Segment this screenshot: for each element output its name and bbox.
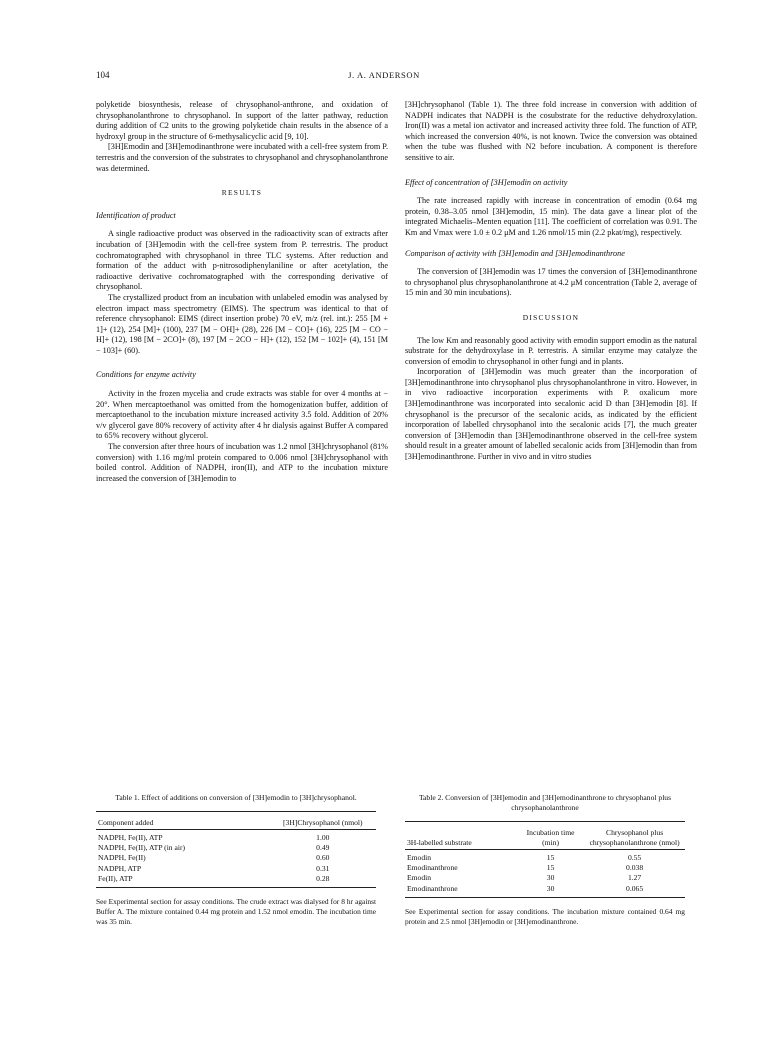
comparison-paragraph: The conversion of [3H]emodin was 17 times the conversion of [3H]emodinanthrone to chrysophanol plus chrysophanolanthrone at 4.2 μM concentration (Table 2, average of 15 min and 30 min incubations). (405, 267, 697, 298)
table-2-header-product: Chrysophanol plus chrysophanolanthrone (nmol) (584, 822, 685, 850)
table-cell: 15 (546, 853, 555, 862)
table-cell: Emodin (407, 873, 432, 883)
table-cell: 0.28 (270, 874, 376, 888)
table-cell: 0.065 (584, 884, 685, 898)
table-row (405, 850, 685, 864)
comparison-subheading: Comparison of activity with [3H]emodin and [3H]emodinanthrone (405, 248, 625, 258)
left-column (96, 100, 388, 484)
table-2-body (405, 850, 685, 898)
table-1-header-chrysophanol: [3H]Chrysophanol (nmol) (270, 812, 376, 830)
table-1-header-component: Component added (96, 812, 270, 830)
effect-paragraph: The rate increased rapidly with increase in concentration of emodin (0.64 mg protein, 0.38–3.05 nmol [3H]emodin, 15 min). The data gave a linear plot of the integrated Michaelis–Menten equation [11]. The coefficient of correlation was 0.91. The Km and Vmax were 1.0 ± 0.2 μM and 1.26 nmol/15 min (2.2 pkat/mg), respectively. (405, 196, 697, 237)
table-cell: 1.27 (627, 873, 642, 883)
table-1-caption: Table 1. Effect of additions on conversion of [3H]emodin to [3H]chrysophanol. (115, 793, 357, 802)
table-2-grid (405, 821, 685, 898)
discussion-paragraph-1: The low Km and reasonably good activity with emodin support emodin as the natural substrate for the dehydroxylase in P. terrestris. A similar enzyme may catalyze the conversion of emodin to chrysophanol in other fungi and in plants. (405, 335, 697, 366)
table-cell: 0.038 (626, 863, 644, 873)
discussion-paragraph-2: Incorporation of [3H]emodin was much greater than the incorporation of [3H]emodinanthrone into chrysophanol plus chrysophanolanthrone in vitro. However, in in vivo radioactive incorporation experiments with P. oxalicum more [3H]emodinanthrone was incorporated into secalonic acid D than [3H]emodin [8]. If chrysophanol is the precursor of the secalonic acids, as indicated by the efficient incorporation of labelled chrysophanol into the secalonic acids [7], the much greater conversion of [3H]emodin than [3H]emodinanthrone observed in the cell-free system should result in a greater amount of labelled secalonic acids from [3H]emodin than from [3H]emodinanthrone. Further in vivo and in vitro studies (405, 367, 697, 462)
table-2-caption: Table 2. Conversion of [3H]emodin and [3H]emodinanthrone to chrysophanol plus chrysophanolanthrone (418, 793, 672, 812)
table-1-grid (96, 811, 376, 888)
table-row (96, 843, 376, 853)
table-2 (405, 793, 685, 926)
table-cell: 30 (546, 873, 555, 883)
intro-paragraph-end: polyketide biosynthesis, release of chrysophanol-anthrone, and oxidation of chrysophanolanthrone to chrysophanol. In support of the latter pathway, reduction during addition of C2 units to the growing polyketide chain results in the absence of a hydroxyl group in the structure of 6-methysalicyclic acid [9, 10]. (96, 100, 388, 141)
running-head: J. A. ANDERSON (348, 70, 420, 80)
table-cell: Emodinanthrone (405, 884, 517, 898)
table-cell: 0.60 (316, 853, 330, 863)
intro-paragraph-substrates: [3H]Emodin and [3H]emodinanthrone were incubated with a cell-free system from P. terrestris and the conversion of the substrates to chrysophanol and chrysophanolanthrone was determined. (96, 142, 388, 173)
table-cell: 15 (546, 863, 555, 873)
results-heading: RESULTS (221, 188, 263, 198)
table-1-footnote: See Experimental section for assay conditions. The crude extract was dialysed for 8 hr against Buffer A. The mixture contained 0.44 mg protein and 1.52 nmol emodin. The incubation time was 35 min. (96, 897, 376, 926)
table-cell: Emodin (407, 853, 432, 862)
table-cell: Fe(II), ATP (96, 874, 270, 888)
table-cell: 30 (517, 884, 584, 898)
page-number: 104 (96, 70, 110, 80)
table-cell: NADPH, ATP (98, 863, 142, 873)
table-1-body (96, 830, 376, 888)
table-cell: NADPH, Fe(II) (98, 853, 146, 863)
identification-paragraph: A single radioactive product was observed in the radioactivity scan of extracts after incubation of [3H]emodin with the cell-free system from P. terrestris. The product cochromatographed with chrysophanol in three TLC systems. After reduction and formation of the adduct with p-nitrosodiphenylaniline or after acetylation, the radioactive derivative cochromatographed with the corresponding derivative of chrysophanol. (96, 229, 388, 292)
table-row (96, 864, 376, 874)
table-row (405, 873, 685, 883)
identification-subheading: Identification of product (96, 210, 176, 220)
table-cell: 0.55 (627, 853, 642, 862)
table-1 (96, 793, 376, 926)
table-cell: NADPH, Fe(II), ATP (98, 833, 163, 842)
table-row (96, 874, 376, 888)
right-column (405, 100, 697, 463)
mass-spectrometry-paragraph: The crystallized product from an incubation with unlabeled emodin was analysed by electron impact mass spectrometry (EIMS). The spectrum was identical to that of reference chrysophanol: EIMS (direct insertion probe) 70 eV, m/z (rel. int.): 255 [M + 1]+ (12), 254 [M]+ (100), 237 [M − OH]+ (28), 226 [M − CO]+ (16), 225 [M − CO − H]+ (12), 198 [M − 2CO]+ (8), 197 [M − 2CO − H]+ (12), 152 [M − 102]+ (4), 151 [M − 103]+ (60). (96, 292, 388, 355)
table-2-footnote: See Experimental section for assay conditions. The incubation mixture contained 0.64 mg protein and 2.5 nmol [3H]emodin or [3H]emodinanthrone. (405, 906, 685, 926)
conversion-paragraph: The conversion after three hours of incubation was 1.2 nmol [3H]chrysophanol (81% conversion) with 1.16 mg/ml protein compared to 0.006 nmol [3H]chrysophanol with boiled control. Addition of NADPH, iron(II), and ATP to the incubation mixture increased the conversion of [3H]emodin to (96, 442, 388, 483)
discussion-heading: DISCUSSION (522, 312, 580, 322)
table-2-header-substrate: 3H-labelled substrate (405, 822, 517, 850)
table-row (405, 863, 685, 873)
page-header (0, 70, 768, 84)
effect-subheading: Effect of concentration of [3H]emodin on activity (405, 177, 568, 187)
conditions-paragraph: Activity in the frozen mycelia and crude extracts was stable for over 4 months at − 20°. When mercaptoethanol was omitted from the homogenization buffer, addition of mercaptoethanol to the incubation mixture increased activity 3.5 fold. Addition of 20% v/v glycerol gave 80% recovery of activity after 4 hr dialysis against Buffer A compared to 65% recovery without glycerol. (96, 389, 388, 441)
table-row (96, 853, 376, 863)
table-cell: Emodinanthrone (407, 863, 458, 873)
table-cell: NADPH, Fe(II), ATP (in air) (98, 843, 186, 853)
table-2-header-time: Incubation time (min) (517, 822, 584, 850)
table-cell: 0.31 (316, 863, 330, 873)
table-cell: 0.49 (316, 843, 330, 853)
table1-discussion-paragraph: [3H]chrysophanol (Table 1). The three fold increase in conversion with addition of NADPH indicates that NADPH is the cosubstrate for the reductive dehydroxylation. Iron(II) was a metal ion activator and increased activity three fold. The function of ATP, which increased the conversion 40%, is not known. Twice the conversion was obtained when the tube was flushed with N2 before incubation. A component is therefore sensitive to air. (405, 100, 697, 162)
table-cell: 1.00 (316, 833, 330, 842)
conditions-subheading: Conditions for enzyme activity (96, 370, 196, 380)
table-row (405, 884, 685, 898)
table-row (96, 830, 376, 844)
